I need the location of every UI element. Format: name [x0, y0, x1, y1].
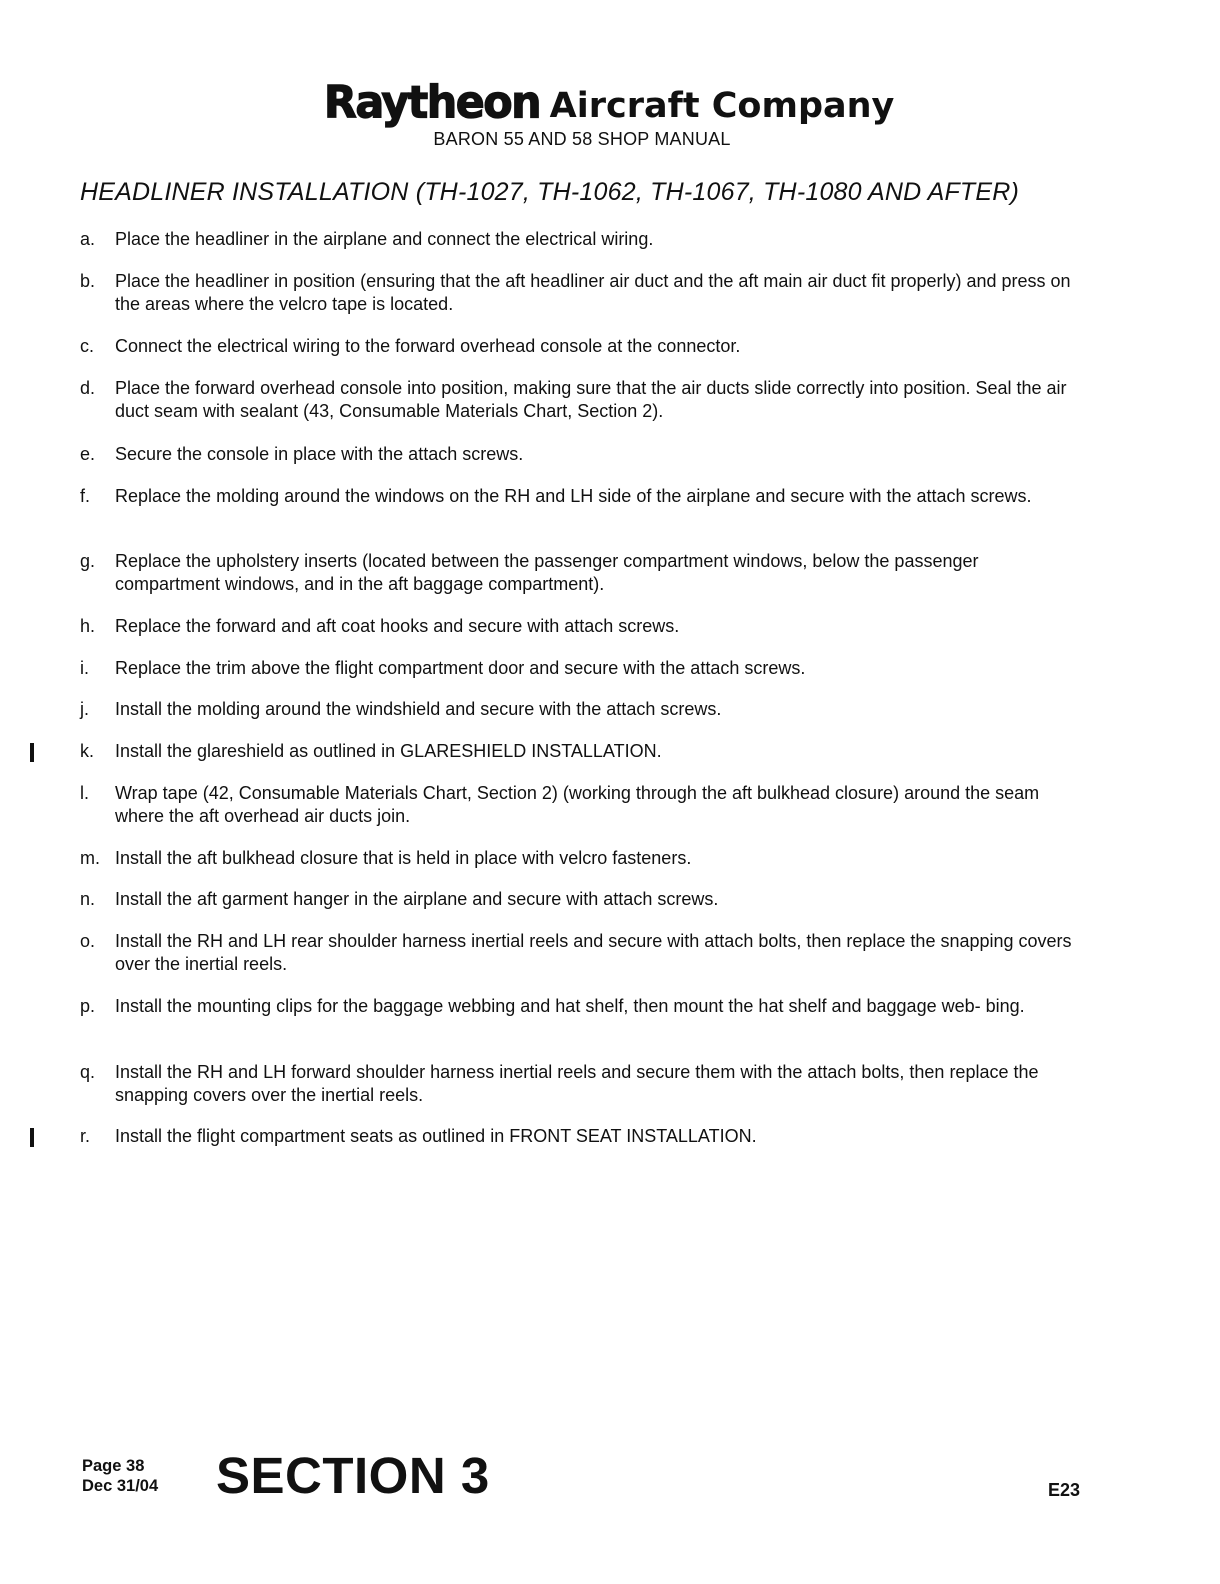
step-letter: i.: [80, 658, 89, 678]
step-text: Replace the upholstery inserts (located between the passenger compartment windows, below the passenger compartment windows, and in the aft baggage compartment).: [115, 551, 979, 594]
company-name: Aircraft Company: [549, 86, 895, 126]
step-letter: o.: [80, 931, 96, 951]
step-text: Place the headliner in position (ensuring that the aft headliner air duct and the aft main air duct fit properly) and press on the areas where the velcro tape is located.: [115, 271, 1071, 314]
step-letter: q.: [80, 1062, 96, 1082]
step-letter: m.: [80, 848, 100, 868]
step-letter: e.: [80, 444, 96, 464]
step-text: Connect the electrical wiring to the forward overhead console at the connector.: [115, 336, 741, 356]
step-text: Install the glareshield as outlined in GLARESHIELD INSTALLATION.: [115, 741, 662, 761]
step-letter: f.: [80, 486, 91, 506]
step-letter: b.: [80, 271, 96, 291]
step-text: Install the aft garment hanger in the airplane and secure with attach screws.: [115, 889, 719, 909]
step-text: Secure the console in place with the attach screws.: [115, 444, 524, 464]
revision-change-bar: [30, 1128, 34, 1147]
step-text: Replace the forward and aft coat hooks and secure with attach screws.: [115, 616, 680, 636]
page-number: Page 38: [82, 1457, 145, 1475]
step-letter: a.: [80, 229, 96, 249]
step-letter: p.: [80, 996, 96, 1016]
step-text: Replace the trim above the flight compartment door and secure with the attach screws.: [115, 658, 806, 678]
page-code: E23: [1048, 1480, 1081, 1500]
step-letter: l.: [80, 783, 89, 803]
raytheon-logo: Raytheon: [323, 76, 540, 129]
step-letter: n.: [80, 889, 96, 909]
step-text: Place the forward overhead console into position, making sure that the air ducts slide correctly into position. Seal the air duct seam with sealant (43, Consumable Materials Chart, Section 2).: [115, 378, 1067, 421]
step-text: Install the RH and LH forward shoulder harness inertial reels and secure them with the attach bolts, then replace the snapping covers over the inertial reels.: [115, 1062, 1039, 1105]
revision-date: Dec 31/04: [82, 1477, 159, 1495]
step-text: Wrap tape (42, Consumable Materials Chart, Section 2) (working through the aft bulkhead closure) around the seam where the aft overhead air ducts join.: [115, 783, 1040, 826]
step-letter: r.: [80, 1126, 91, 1146]
step-letter: h.: [80, 616, 96, 636]
step-text: Install the aft bulkhead closure that is held in place with velcro fasteners.: [115, 848, 692, 868]
step-text: Install the mounting clips for the baggage webbing and hat shelf, then mount the hat shelf and baggage web- bing.: [115, 996, 1025, 1016]
company-header: [0, 78, 1220, 127]
step-text: Install the RH and LH rear shoulder harness inertial reels and secure with attach bolts, then replace the snapping covers over the inertial reels.: [115, 931, 1072, 974]
step-text: Install the molding around the windshield and secure with the attach screws.: [115, 699, 722, 719]
section-title: HEADLINER INSTALLATION (TH-1027, TH-1062, TH-1067, TH-1080 AND AFTER): [80, 178, 1020, 206]
step-letter: k.: [80, 741, 95, 761]
step-letter: j.: [80, 699, 89, 719]
section-label: SECTION 3: [216, 1447, 490, 1504]
brand-lockup: [323, 76, 895, 129]
step-letter: c.: [80, 336, 95, 356]
step-letter: g.: [80, 551, 96, 571]
page-info: [82, 1456, 158, 1496]
revision-change-bar: [30, 743, 34, 762]
step-text: Replace the molding around the windows on the RH and LH side of the airplane and secure with the attach screws.: [115, 486, 1032, 506]
step-letter: d.: [80, 378, 96, 398]
manual-title: BARON 55 AND 58 SHOP MANUAL: [433, 129, 731, 149]
step-text: Install the flight compartment seats as outlined in FRONT SEAT INSTALLATION.: [115, 1126, 757, 1146]
step-text: Place the headliner in the airplane and connect the electrical wiring.: [115, 229, 654, 249]
